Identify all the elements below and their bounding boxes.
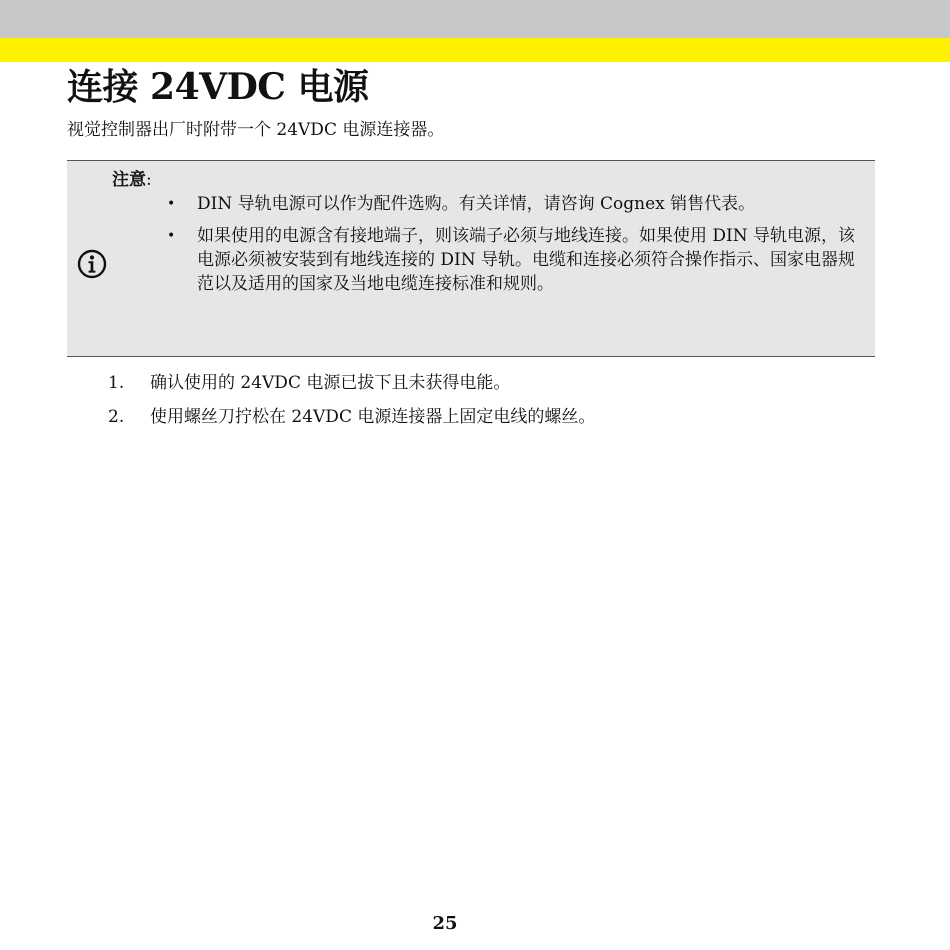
step-item: [108, 405, 595, 429]
page-title: 连接 24VDC 电源: [67, 66, 369, 108]
note-item-text: DIN 导轨电源可以作为配件选购。有关详情，请咨询 Cognex 销售代表。: [197, 194, 756, 214]
steps-list: [108, 371, 595, 439]
note-label-suffix: :: [146, 170, 152, 190]
bullet-marker: •: [167, 196, 176, 212]
note-heading: [112, 169, 152, 191]
step-text: 确认使用的 24VDC 电源已拔下且未获得电能。: [150, 373, 511, 393]
intro-paragraph: 视觉控制器出厂时附带一个 24VDC 电源连接器。: [67, 120, 445, 140]
step-number: 2.: [108, 407, 125, 427]
header-yellow-band: [0, 38, 950, 62]
step-number: 1.: [108, 373, 125, 393]
page-number: 25: [432, 913, 458, 934]
info-circle-icon: [76, 248, 108, 280]
note-item: [167, 224, 867, 296]
note-list: [167, 192, 867, 304]
note-callout: [67, 160, 875, 357]
note-item-text: 如果使用的电源含有接地端子，则该端子必须与地线连接。如果使用 DIN 导轨电源，该电源必须被安装到有地线连接的 DIN 导轨。电缆和连接必须符合操作指示、国家电器规范以及适用的国家及当地电缆连接标准和规则。: [197, 226, 856, 294]
step-item: [108, 371, 595, 395]
note-label: 注意: [112, 170, 146, 190]
note-item: [167, 192, 867, 216]
bullet-marker: •: [167, 228, 176, 244]
header-gray-band: [0, 0, 950, 38]
step-text: 使用螺丝刀拧松在 24VDC 电源连接器上固定电线的螺丝。: [150, 407, 596, 427]
